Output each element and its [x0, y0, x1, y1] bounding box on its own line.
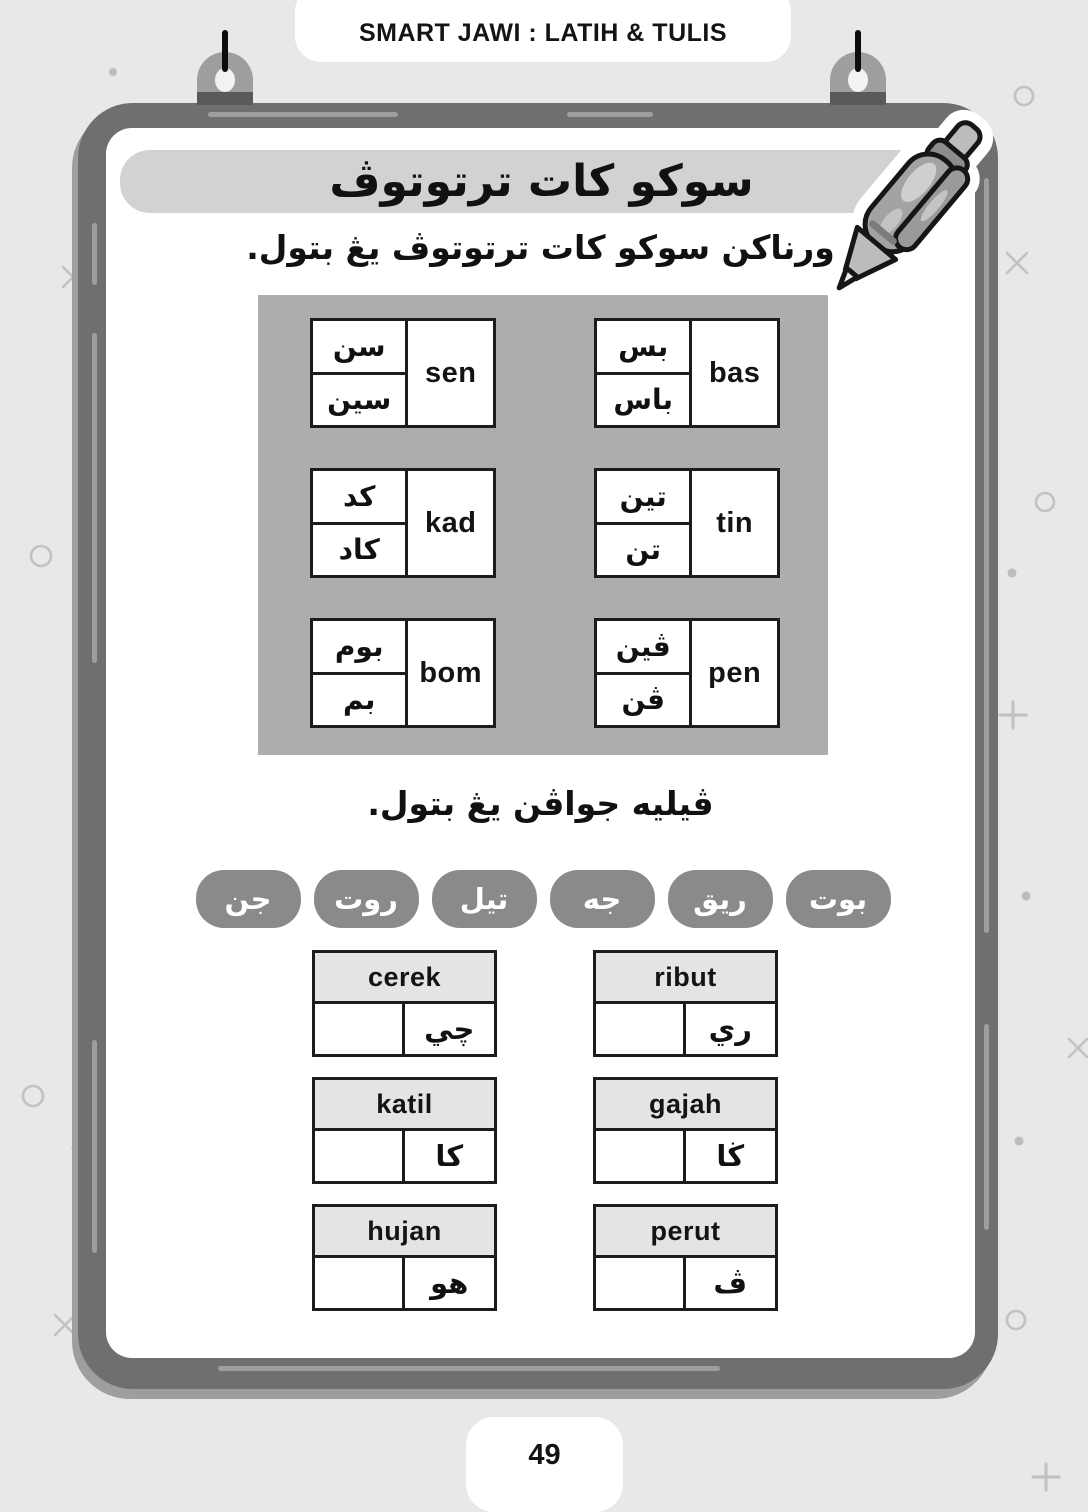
answer-table-perut	[593, 1204, 778, 1311]
jawi-option-bottom[interactable]: ڤن	[621, 683, 665, 717]
answer-table-ribut	[593, 950, 778, 1057]
jawi-option-top[interactable]: تين	[597, 471, 689, 525]
answer-pill[interactable]: روت	[314, 870, 419, 928]
latin-word-label: tin	[716, 506, 754, 539]
answer-blank-cell[interactable]	[315, 1004, 405, 1054]
exercise1-instruction: ورناكن سوكو كات ترتوتوڤ يڠ بتول.	[246, 228, 835, 267]
frame-highlight	[92, 223, 97, 285]
jawi-given-cell: ڤ	[713, 1266, 748, 1300]
latin-word-label: perut	[596, 1207, 775, 1258]
frame-highlight	[567, 112, 653, 117]
answer-pill[interactable]: ريق	[668, 870, 773, 928]
latin-word-label: hujan	[315, 1207, 494, 1258]
jawi-option-bottom[interactable]: باس	[613, 383, 674, 417]
answer-table-gajah	[593, 1077, 778, 1184]
pen-icon	[820, 90, 1000, 325]
syllable-card-sen	[310, 318, 496, 428]
exercise1-box	[258, 295, 828, 755]
syllable-card-bas	[594, 318, 780, 428]
jawi-option-bottom[interactable]: كاد	[338, 533, 380, 567]
answer-blank-cell[interactable]	[596, 1131, 686, 1181]
section-title: سوكو كات ترتوتوڤ	[329, 156, 754, 207]
latin-word-label: sen	[424, 356, 477, 389]
latin-word-label: pen	[708, 656, 762, 689]
latin-word-label: bas	[708, 356, 761, 389]
latin-word-label: bom	[419, 656, 483, 689]
jawi-option-top[interactable]: سن	[313, 321, 405, 375]
frame-highlight	[218, 1366, 720, 1371]
syllable-card-tin	[594, 468, 780, 578]
latin-word-label: cerek	[315, 953, 494, 1004]
latin-word-label: kad	[424, 506, 477, 539]
jawi-option-bottom[interactable]: تن	[625, 533, 662, 567]
jawi-option-top[interactable]: بوم	[313, 621, 405, 675]
answer-blank-cell[interactable]	[315, 1131, 405, 1181]
frame-highlight	[984, 1024, 989, 1230]
binder-clip-icon	[197, 30, 253, 105]
syllable-card-bom	[310, 618, 496, 728]
jawi-given-cell: ري	[708, 1012, 752, 1046]
frame-highlight	[208, 112, 398, 117]
answer-pill[interactable]: جه	[550, 870, 655, 928]
answer-table-katil	[312, 1077, 497, 1184]
answer-blank-cell[interactable]	[315, 1258, 405, 1308]
jawi-option-top[interactable]: ڤين	[597, 621, 689, 675]
answer-blank-cell[interactable]	[596, 1258, 686, 1308]
answer-table-cerek	[312, 950, 497, 1057]
syllable-card-kad	[310, 468, 496, 578]
page-number: 49	[528, 1439, 561, 1471]
jawi-option-top[interactable]: كد	[313, 471, 405, 525]
answer-pill[interactable]: بوت	[786, 870, 891, 928]
latin-word-label: ribut	[596, 953, 775, 1004]
clip-base	[197, 92, 253, 105]
answer-blank-cell[interactable]	[596, 1004, 686, 1054]
jawi-given-cell: چي	[424, 1012, 475, 1046]
page-number-box	[466, 1417, 623, 1512]
answer-pill[interactable]: جن	[196, 870, 301, 928]
answer-table-hujan	[312, 1204, 497, 1311]
exercise2-instruction: ڤيليه جواڤن يڠ بتول.	[367, 784, 714, 823]
jawi-given-cell: ڬا	[716, 1139, 745, 1173]
clip-pin	[855, 30, 861, 72]
latin-word-label: gajah	[596, 1080, 775, 1131]
jawi-given-cell: كا	[435, 1139, 464, 1173]
answer-pill-row	[176, 870, 910, 928]
clip-pin	[222, 30, 228, 72]
jawi-given-cell: هو	[430, 1266, 469, 1300]
frame-highlight	[92, 333, 97, 663]
answer-pill[interactable]: تيل	[432, 870, 537, 928]
answer-tables-grid	[312, 950, 778, 1311]
frame-highlight	[92, 1040, 97, 1253]
latin-word-label: katil	[315, 1080, 494, 1131]
jawi-option-bottom[interactable]: سين	[327, 383, 392, 417]
book-header	[295, 0, 791, 62]
jawi-option-bottom[interactable]: بم	[342, 683, 376, 717]
book-title: SMART JAWI : LATIH & TULIS	[358, 19, 728, 47]
syllable-card-pen	[594, 618, 780, 728]
jawi-option-top[interactable]: بس	[597, 321, 689, 375]
